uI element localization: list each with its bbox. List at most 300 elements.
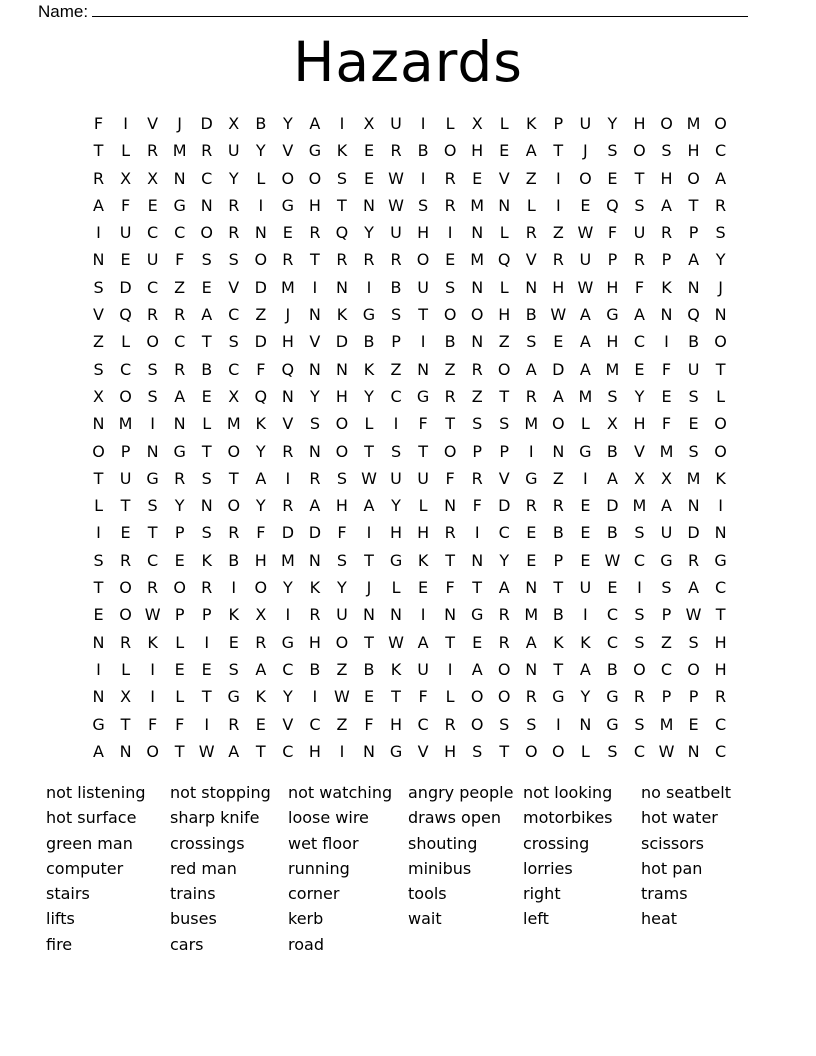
grid-letter[interactable]: V — [147, 114, 159, 133]
grid-letter[interactable]: N — [92, 414, 105, 434]
grid-letter[interactable]: S — [526, 714, 537, 734]
word-list-item[interactable]: buses — [170, 909, 217, 929]
grid-letter[interactable]: V — [228, 277, 240, 297]
grid-letter[interactable]: A — [228, 741, 240, 761]
grid-letter[interactable]: Z — [498, 332, 510, 352]
grid-letter[interactable]: H — [308, 195, 321, 215]
word-list-item[interactable]: loose wire — [288, 808, 369, 828]
grid-letter[interactable]: R — [309, 468, 321, 488]
grid-letter[interactable]: U — [336, 605, 348, 625]
grid-letter[interactable]: D — [552, 359, 565, 379]
grid-letter[interactable]: D — [498, 496, 511, 516]
grid-letter[interactable]: Z — [174, 277, 186, 297]
grid-letter[interactable]: E — [499, 141, 510, 161]
word-list-item[interactable]: motorbikes — [523, 808, 613, 828]
word-list-item[interactable]: not listening — [46, 783, 146, 802]
grid-letter[interactable]: W — [550, 305, 567, 325]
grid-letter[interactable]: E — [580, 195, 591, 215]
grid-letter[interactable]: G — [173, 441, 186, 461]
grid-letter[interactable]: O — [497, 659, 511, 679]
grid-letter[interactable]: Z — [525, 168, 537, 188]
grid-letter[interactable]: N — [200, 496, 213, 516]
grid-letter[interactable]: F — [93, 114, 104, 133]
grid-letter[interactable]: R — [363, 250, 375, 270]
grid-letter[interactable]: H — [633, 414, 646, 434]
grid-letter[interactable]: L — [256, 168, 266, 188]
grid-letter[interactable]: M — [686, 468, 701, 488]
grid-letter[interactable]: D — [200, 114, 213, 133]
grid-letter[interactable]: I — [312, 277, 318, 297]
grid-letter[interactable]: Y — [282, 687, 293, 707]
grid-letter[interactable]: T — [499, 386, 510, 406]
grid-letter[interactable]: O — [119, 386, 132, 406]
grid-letter[interactable]: O — [200, 223, 213, 243]
grid-letter[interactable]: M — [524, 605, 539, 625]
grid-letter[interactable]: O — [335, 632, 349, 652]
grid-letter[interactable]: Z — [336, 659, 348, 679]
grid-letter[interactable]: O — [119, 578, 132, 598]
grid-letter[interactable]: B — [552, 523, 564, 543]
grid-letter[interactable]: G — [173, 195, 186, 215]
grid-letter[interactable]: X — [228, 114, 240, 133]
grid-letter[interactable]: I — [583, 468, 588, 488]
grid-letter[interactable]: S — [715, 223, 726, 243]
grid-letter[interactable]: H — [308, 632, 321, 652]
grid-letter[interactable]: L — [580, 741, 590, 761]
grid-letter[interactable]: S — [93, 550, 104, 570]
grid-letter[interactable]: P — [661, 250, 672, 270]
grid-letter[interactable]: X — [471, 114, 483, 133]
grid-letter[interactable]: K — [228, 605, 239, 625]
word-list-item[interactable]: no seatbelt — [641, 783, 731, 802]
word-list-item[interactable]: not watching — [288, 783, 393, 802]
grid-letter[interactable]: N — [471, 277, 484, 297]
grid-letter[interactable]: N — [579, 714, 592, 734]
grid-letter[interactable]: N — [687, 741, 700, 761]
word-list-item[interactable]: scissors — [641, 833, 704, 853]
grid-letter[interactable]: T — [93, 468, 104, 488]
grid-letter[interactable]: C — [228, 305, 240, 325]
grid-letter[interactable]: I — [555, 714, 561, 734]
grid-letter[interactable]: A — [552, 386, 564, 406]
grid-letter[interactable]: S — [634, 523, 645, 543]
word-list-item[interactable]: trains — [170, 884, 216, 904]
grid-letter[interactable]: S — [472, 414, 483, 434]
grid-letter[interactable]: K — [336, 305, 348, 325]
grid-letter[interactable]: E — [634, 359, 645, 379]
grid-letter[interactable]: B — [606, 659, 618, 679]
grid-letter[interactable]: O — [308, 168, 322, 188]
grid-letter[interactable]: S — [201, 250, 212, 270]
grid-letter[interactable]: A — [579, 332, 591, 352]
grid-letter[interactable]: W — [334, 687, 350, 707]
grid-letter[interactable]: T — [337, 195, 347, 215]
grid-letter[interactable]: G — [579, 441, 592, 461]
grid-letter[interactable]: E — [580, 496, 591, 516]
grid-letter[interactable]: U — [579, 114, 592, 133]
grid-letter[interactable]: R — [471, 359, 483, 379]
grid-letter[interactable]: R — [174, 359, 186, 379]
grid-letter[interactable]: U — [660, 523, 673, 543]
grid-letter[interactable]: E — [688, 714, 699, 734]
grid-letter[interactable]: P — [174, 605, 185, 625]
grid-letter[interactable]: S — [418, 195, 429, 215]
grid-letter[interactable]: K — [363, 359, 375, 379]
grid-letter[interactable]: R — [309, 223, 321, 243]
grid-letter[interactable]: V — [282, 141, 294, 161]
word-list-item[interactable]: green man — [46, 833, 133, 853]
grid-letter[interactable]: N — [92, 250, 105, 270]
grid-letter[interactable]: S — [228, 332, 239, 352]
grid-letter[interactable]: G — [470, 605, 484, 625]
grid-letter[interactable]: N — [363, 605, 375, 625]
grid-letter[interactable]: N — [390, 605, 403, 625]
grid-letter[interactable]: H — [633, 114, 646, 133]
grid-letter[interactable]: P — [553, 114, 564, 133]
grid-letter[interactable]: H — [660, 168, 673, 188]
grid-letter[interactable]: O — [714, 441, 727, 461]
grid-letter[interactable]: V — [498, 468, 510, 488]
grid-letter[interactable]: C — [633, 550, 646, 570]
grid-letter[interactable]: K — [255, 687, 267, 707]
grid-letter[interactable]: R — [390, 250, 402, 270]
grid-letter[interactable]: R — [174, 468, 186, 488]
grid-letter[interactable]: M — [226, 414, 241, 434]
grid-letter[interactable]: X — [93, 386, 104, 406]
grid-letter[interactable]: O — [281, 168, 295, 188]
grid-letter[interactable]: E — [282, 223, 293, 243]
grid-letter[interactable]: S — [634, 605, 645, 625]
grid-letter[interactable]: S — [147, 496, 158, 516]
grid-letter[interactable]: C — [174, 223, 186, 243]
grid-letter[interactable]: I — [204, 714, 210, 734]
name-input-blank[interactable] — [92, 1, 748, 17]
grid-letter[interactable]: T — [445, 632, 456, 652]
grid-letter[interactable]: S — [390, 441, 402, 461]
grid-letter[interactable]: W — [361, 468, 377, 488]
grid-letter[interactable]: E — [526, 550, 537, 570]
grid-letter[interactable]: G — [606, 687, 619, 707]
grid-letter[interactable]: E — [526, 523, 537, 543]
grid-letter[interactable]: S — [634, 632, 645, 652]
grid-letter[interactable]: I — [583, 605, 588, 625]
grid-letter[interactable]: A — [417, 632, 429, 652]
grid-letter[interactable]: M — [280, 277, 295, 297]
grid-letter[interactable]: R — [525, 496, 537, 516]
grid-letter[interactable]: N — [92, 687, 105, 707]
grid-letter[interactable]: T — [418, 441, 428, 461]
grid-letter[interactable]: O — [552, 741, 565, 761]
grid-letter[interactable]: X — [228, 386, 240, 406]
grid-letter[interactable]: S — [336, 468, 348, 488]
grid-letter[interactable]: I — [123, 114, 128, 133]
grid-letter[interactable]: U — [579, 578, 592, 598]
grid-letter[interactable]: W — [388, 195, 404, 215]
grid-letter[interactable]: Y — [255, 496, 266, 516]
grid-letter[interactable]: J — [177, 114, 183, 133]
grid-letter[interactable]: R — [552, 250, 564, 270]
grid-letter[interactable]: O — [92, 441, 105, 461]
grid-letter[interactable]: B — [444, 332, 456, 352]
grid-letter[interactable]: P — [201, 605, 212, 625]
grid-letter[interactable]: J — [285, 305, 291, 325]
grid-letter[interactable]: S — [336, 168, 348, 188]
grid-letter[interactable]: A — [579, 305, 591, 325]
grid-letter[interactable]: O — [714, 332, 727, 352]
grid-letter[interactable]: I — [231, 578, 237, 598]
grid-letter[interactable]: N — [714, 523, 727, 543]
grid-letter[interactable]: R — [633, 687, 646, 707]
grid-letter[interactable]: I — [420, 114, 426, 133]
grid-letter[interactable]: K — [390, 659, 402, 679]
grid-letter[interactable]: T — [147, 523, 158, 543]
word-list-item[interactable]: sharp knife — [170, 808, 260, 828]
grid-letter[interactable]: K — [147, 632, 158, 652]
grid-letter[interactable]: I — [420, 332, 426, 352]
grid-letter[interactable]: T — [201, 332, 212, 352]
word-list-item[interactable]: hot water — [641, 808, 718, 828]
grid-letter[interactable]: E — [93, 605, 104, 625]
grid-letter[interactable]: I — [637, 578, 642, 598]
grid-letter[interactable]: C — [390, 386, 402, 406]
grid-letter[interactable]: M — [605, 359, 620, 379]
grid-letter[interactable]: I — [339, 114, 345, 133]
word-list-item[interactable]: hot surface — [46, 808, 137, 828]
grid-letter[interactable]: A — [255, 468, 267, 488]
grid-letter[interactable]: A — [606, 468, 618, 488]
grid-letter[interactable]: F — [607, 223, 618, 243]
grid-letter[interactable]: H — [335, 386, 348, 406]
grid-letter[interactable]: R — [201, 578, 213, 598]
grid-letter[interactable]: O — [714, 114, 727, 133]
grid-letter[interactable]: Y — [364, 386, 374, 406]
grid-letter[interactable]: E — [120, 523, 131, 543]
grid-letter[interactable]: O — [497, 687, 511, 707]
grid-letter[interactable]: R — [228, 714, 240, 734]
grid-letter[interactable]: I — [204, 632, 210, 652]
grid-letter[interactable]: R — [120, 632, 132, 652]
grid-letter[interactable]: H — [417, 523, 430, 543]
grid-letter[interactable]: M — [659, 714, 674, 734]
grid-letter[interactable]: Q — [335, 223, 349, 243]
grid-letter[interactable]: O — [524, 741, 538, 761]
grid-letter[interactable]: R — [390, 141, 402, 161]
grid-letter[interactable]: N — [444, 496, 457, 516]
grid-letter[interactable]: N — [687, 277, 700, 297]
word-list-item[interactable]: red man — [170, 858, 237, 878]
grid-letter[interactable]: R — [444, 714, 456, 734]
grid-letter[interactable]: Z — [444, 359, 456, 379]
grid-letter[interactable]: N — [363, 741, 375, 761]
grid-letter[interactable]: R — [120, 550, 132, 570]
grid-letter[interactable]: G — [362, 305, 376, 325]
word-list-item[interactable]: angry people — [408, 783, 514, 802]
grid-letter[interactable]: K — [553, 632, 564, 652]
word-list-item[interactable]: fire — [46, 934, 73, 954]
grid-letter[interactable]: K — [526, 114, 537, 133]
grid-letter[interactable]: I — [664, 332, 669, 352]
grid-letter[interactable]: V — [417, 741, 429, 761]
grid-letter[interactable]: L — [94, 496, 103, 516]
grid-letter[interactable]: J — [366, 578, 372, 598]
grid-letter[interactable]: U — [579, 250, 592, 270]
grid-letter[interactable]: B — [255, 114, 267, 133]
grid-letter[interactable]: T — [93, 578, 104, 598]
grid-letter[interactable]: V — [633, 441, 645, 461]
grid-letter[interactable]: Z — [552, 223, 564, 243]
grid-letter[interactable]: E — [445, 250, 456, 270]
grid-letter[interactable]: I — [150, 414, 155, 434]
grid-letter[interactable]: K — [201, 550, 212, 570]
grid-letter[interactable]: O — [254, 250, 268, 270]
grid-letter[interactable]: P — [120, 441, 131, 461]
grid-letter[interactable]: R — [228, 523, 240, 543]
grid-letter[interactable]: M — [280, 550, 295, 570]
grid-letter[interactable]: K — [661, 277, 672, 297]
grid-letter[interactable]: N — [173, 168, 186, 188]
grid-letter[interactable]: P — [391, 332, 401, 352]
grid-letter[interactable]: R — [147, 305, 159, 325]
grid-letter[interactable]: G — [714, 550, 727, 570]
grid-letter[interactable]: R — [444, 195, 456, 215]
grid-letter[interactable]: N — [714, 305, 727, 325]
grid-letter[interactable]: L — [526, 195, 536, 215]
grid-letter[interactable]: D — [606, 496, 619, 516]
grid-letter[interactable]: M — [686, 114, 701, 133]
grid-letter[interactable]: X — [255, 605, 267, 625]
grid-letter[interactable]: A — [661, 195, 672, 215]
grid-letter[interactable]: A — [688, 578, 700, 598]
grid-letter[interactable]: N — [146, 441, 159, 461]
grid-letter[interactable]: E — [120, 250, 131, 270]
grid-letter[interactable]: Y — [337, 578, 347, 598]
grid-letter[interactable]: S — [309, 414, 320, 434]
grid-letter[interactable]: N — [119, 741, 132, 761]
grid-letter[interactable]: H — [714, 659, 727, 679]
grid-letter[interactable]: W — [388, 632, 404, 652]
grid-letter[interactable]: S — [147, 386, 158, 406]
grid-letter[interactable]: R — [552, 496, 564, 516]
word-list-item[interactable]: running — [288, 858, 350, 878]
grid-letter[interactable]: J — [718, 277, 723, 297]
grid-letter[interactable]: L — [202, 414, 212, 434]
grid-letter[interactable]: Q — [254, 386, 268, 406]
grid-letter[interactable]: F — [175, 714, 185, 734]
grid-letter[interactable]: Y — [580, 687, 591, 707]
grid-letter[interactable]: O — [579, 168, 592, 188]
grid-letter[interactable]: O — [254, 578, 268, 598]
grid-letter[interactable]: O — [470, 305, 484, 325]
grid-letter[interactable]: T — [445, 414, 456, 434]
grid-letter[interactable]: M — [524, 414, 539, 434]
grid-letter[interactable]: A — [93, 741, 104, 761]
grid-letter[interactable]: F — [120, 195, 131, 215]
grid-letter[interactable]: B — [363, 332, 375, 352]
grid-letter[interactable]: N — [308, 359, 321, 379]
grid-letter[interactable]: I — [150, 659, 155, 679]
word-list-item[interactable]: lorries — [523, 858, 573, 878]
grid-letter[interactable]: I — [96, 659, 101, 679]
grid-letter[interactable]: O — [146, 332, 159, 352]
grid-letter[interactable]: N — [92, 632, 105, 652]
grid-letter[interactable]: O — [335, 441, 349, 461]
grid-letter[interactable]: H — [308, 741, 321, 761]
grid-letter[interactable]: S — [228, 250, 239, 270]
grid-letter[interactable]: C — [309, 714, 321, 734]
grid-letter[interactable]: R — [228, 223, 240, 243]
grid-letter[interactable]: A — [498, 578, 510, 598]
grid-letter[interactable]: O — [470, 714, 484, 734]
grid-letter[interactable]: R — [715, 687, 727, 707]
grid-letter[interactable]: R — [660, 223, 673, 243]
grid-letter[interactable]: H — [498, 305, 511, 325]
grid-letter[interactable]: S — [688, 386, 699, 406]
grid-letter[interactable]: O — [660, 114, 673, 133]
word-list-item[interactable]: lifts — [46, 909, 75, 929]
grid-letter[interactable]: D — [254, 332, 267, 352]
grid-letter[interactable]: E — [363, 168, 375, 188]
grid-letter[interactable]: U — [119, 468, 132, 488]
grid-letter[interactable]: H — [606, 277, 619, 297]
grid-letter[interactable]: H — [254, 550, 267, 570]
grid-letter[interactable]: G — [660, 550, 673, 570]
grid-letter[interactable]: F — [337, 523, 347, 543]
grid-letter[interactable]: S — [607, 386, 618, 406]
grid-letter[interactable]: R — [525, 687, 537, 707]
grid-letter[interactable]: Y — [607, 114, 618, 133]
grid-letter[interactable]: R — [498, 605, 510, 625]
grid-letter[interactable]: I — [312, 687, 318, 707]
grid-letter[interactable]: N — [498, 195, 511, 215]
grid-letter[interactable]: S — [390, 305, 402, 325]
grid-letter[interactable]: S — [472, 741, 483, 761]
grid-letter[interactable]: P — [661, 687, 672, 707]
grid-letter[interactable]: F — [364, 714, 374, 734]
grid-letter[interactable]: S — [661, 141, 672, 161]
grid-letter[interactable]: Q — [687, 305, 700, 325]
grid-letter[interactable]: O — [633, 659, 646, 679]
grid-letter[interactable]: G — [227, 687, 240, 707]
grid-letter[interactable]: E — [661, 386, 672, 406]
grid-letter[interactable]: R — [255, 632, 267, 652]
grid-letter[interactable]: S — [93, 359, 104, 379]
grid-letter[interactable]: P — [553, 550, 564, 570]
grid-letter[interactable]: X — [661, 468, 672, 488]
grid-letter[interactable]: E — [553, 332, 564, 352]
word-list-item[interactable]: road — [288, 934, 324, 954]
grid-letter[interactable]: U — [390, 114, 402, 133]
word-list-item[interactable]: trams — [641, 884, 688, 904]
grid-letter[interactable]: E — [228, 632, 239, 652]
grid-letter[interactable]: N — [471, 332, 484, 352]
grid-letter[interactable]: H — [335, 496, 348, 516]
word-list-item[interactable]: crossing — [523, 833, 590, 853]
grid-letter[interactable]: I — [474, 523, 480, 543]
grid-letter[interactable]: Z — [93, 332, 104, 352]
grid-letter[interactable]: R — [282, 250, 294, 270]
grid-letter[interactable]: C — [715, 578, 727, 598]
word-list-item[interactable]: tools — [408, 884, 447, 904]
grid-letter[interactable]: T — [201, 687, 212, 707]
grid-letter[interactable]: N — [335, 277, 348, 297]
grid-letter[interactable]: N — [173, 414, 186, 434]
grid-letter[interactable]: K — [255, 414, 267, 434]
grid-letter[interactable]: C — [147, 223, 159, 243]
grid-letter[interactable]: C — [417, 714, 429, 734]
grid-letter[interactable]: T — [364, 441, 374, 461]
grid-letter[interactable]: W — [144, 605, 161, 625]
grid-letter[interactable]: A — [525, 141, 537, 161]
